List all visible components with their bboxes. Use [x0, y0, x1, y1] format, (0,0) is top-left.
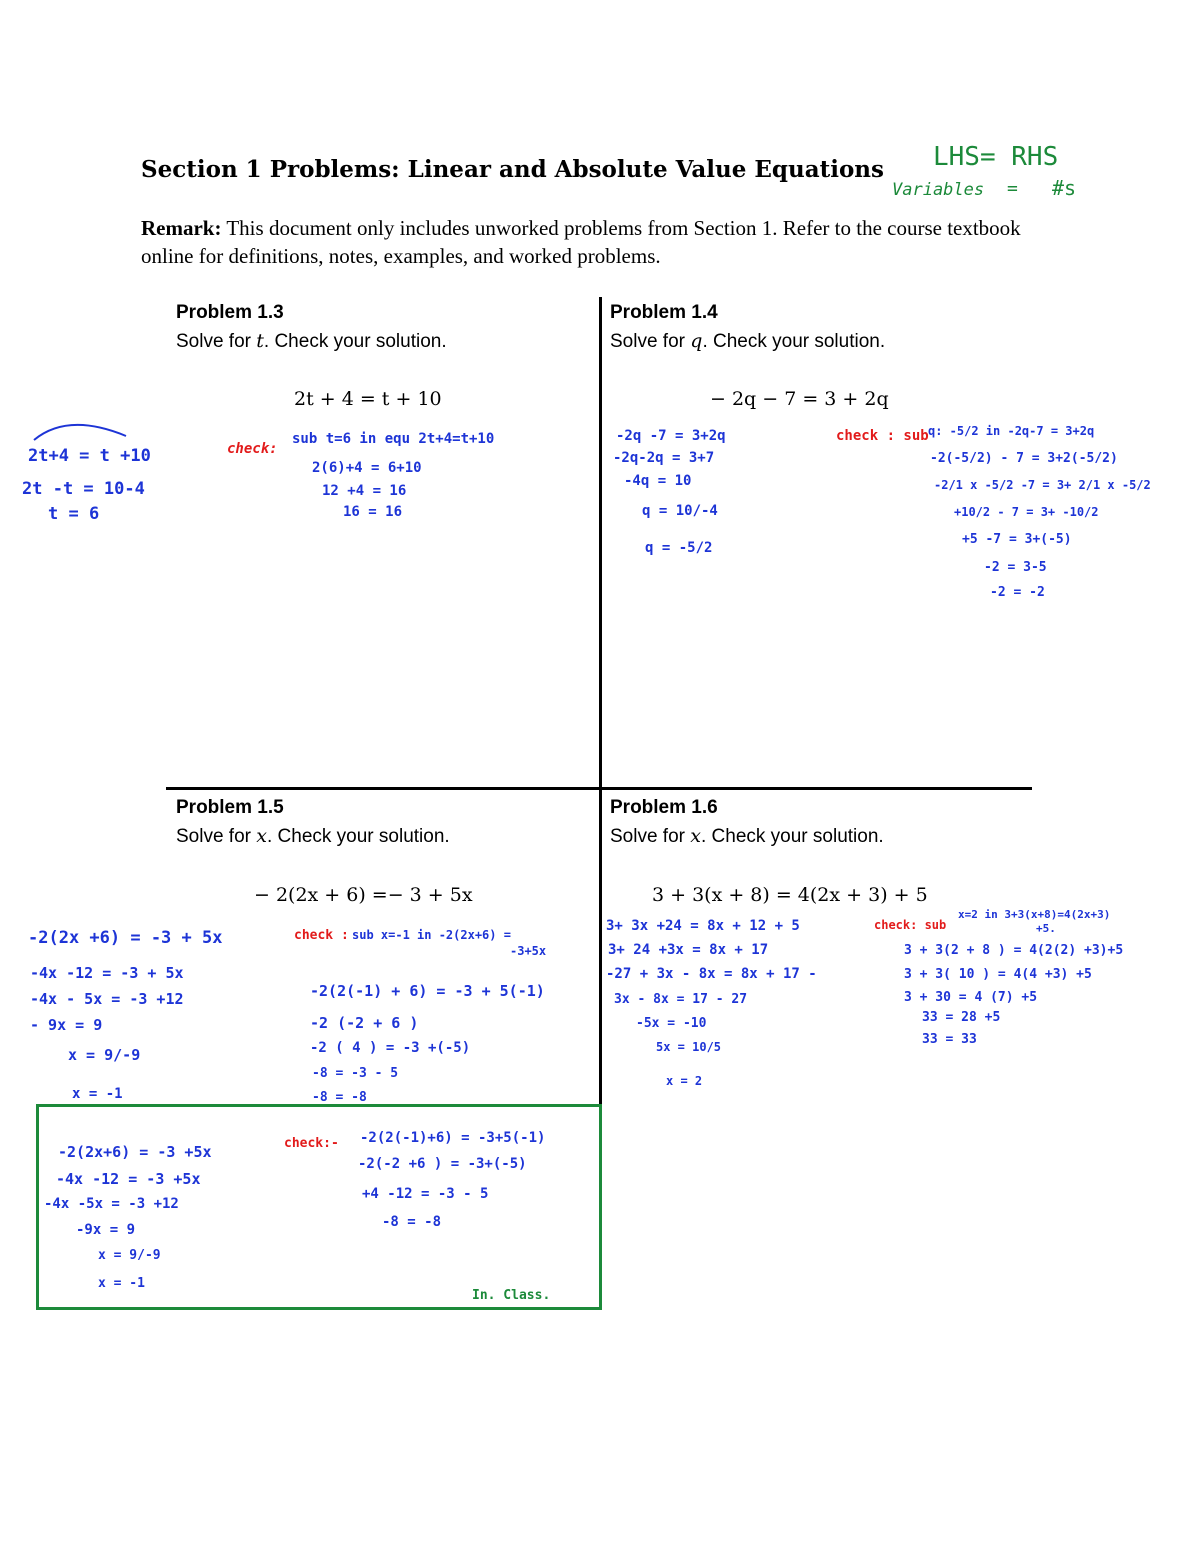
p16-check-line: 3 + 3( 10 ) = 4(4 +3) +5 [904, 967, 1092, 982]
document-title: Section 1 Problems: Linear and Absolute Value Equations [141, 156, 884, 183]
problem-1-4-title: Problem 1.4 [610, 302, 718, 323]
p15-work-line: -4x - 5x = -3 +12 [30, 990, 184, 1008]
horizontal-divider [166, 787, 1032, 790]
p15-check-line: -2 (-2 + 6 ) [310, 1014, 419, 1032]
annotation-lhs-rhs: LHS= RHS [933, 142, 1059, 172]
p16-check-line: 33 = 28 +5 [922, 1010, 1001, 1025]
p15-check-line: -2 ( 4 ) = -3 +(-5) [310, 1040, 471, 1056]
inclass-check-label: check:- [284, 1136, 339, 1151]
in-class-label: In. Class. [472, 1288, 551, 1303]
problem-1-3-title: Problem 1.3 [176, 302, 284, 323]
p15-check-label: check : [294, 928, 349, 943]
p14-work-line: -4q = 10 [624, 473, 692, 489]
p14-check-line: +5 -7 = 3+(-5) [962, 532, 1072, 547]
inclass-work-line: -4x -5x = -3 +12 [44, 1196, 179, 1212]
p15-check-line: -2(2(-1) + 6) = -3 + 5(-1) [310, 982, 545, 1000]
problem-1-4-instruction: Solve for q. Check your solution. [610, 330, 886, 352]
problem-1-3-instruction: Solve for t. Check your solution. [176, 330, 447, 352]
arrow-arc-icon [28, 418, 138, 448]
p15-work-line: - 9x = 9 [30, 1016, 103, 1034]
p15-check-line: sub x=-1 in -2(2x+6) = [352, 928, 511, 942]
problem-1-3-equation: 2t + 4 = t + 10 [294, 388, 442, 410]
problem-1-6-instruction: Solve for x. Check your solution. [610, 825, 884, 847]
p13-check-line: sub t=6 in equ 2t+4=t+10 [292, 431, 495, 447]
annotation-equals: = [1007, 178, 1018, 199]
p14-check-line: -2 = 3-5 [984, 560, 1047, 575]
p14-check-line: -2 = -2 [990, 585, 1045, 600]
p13-check-line: 16 = 16 [343, 504, 403, 520]
p14-work-line: q = 10/-4 [642, 503, 718, 519]
p16-check-line: +5. [1036, 922, 1056, 935]
p13-check-label: check: [227, 441, 278, 457]
p16-check-line: 3 + 3(2 + 8 ) = 4(2(2) +3)+5 [904, 943, 1124, 958]
p16-work-line: 3+ 3x +24 = 8x + 12 + 5 [606, 918, 800, 934]
p14-check-line: -2(-5/2) - 7 = 3+2(-5/2) [930, 451, 1118, 466]
problem-1-6-equation: 3 + 3(x + 8) = 4(2x + 3) + 5 [652, 884, 928, 906]
inclass-work-line: -9x = 9 [76, 1222, 136, 1238]
p14-check-line: q: -5/2 in -2q-7 = 3+2q [928, 424, 1095, 438]
remark-label: Remark: [141, 216, 222, 240]
p15-work-line: -4x -12 = -3 + 5x [30, 964, 184, 982]
p15-check-line: -8 = -3 - 5 [312, 1066, 399, 1081]
p14-check-label: check : sub [836, 428, 929, 444]
problem-1-5-title: Problem 1.5 [176, 797, 284, 818]
problem-1-5-instruction: Solve for x. Check your solution. [176, 825, 450, 847]
p16-check-line: 33 = 33 [922, 1032, 977, 1047]
problem-1-5-equation: − 2(2x + 6) =− 3 + 5x [254, 884, 473, 906]
p16-work-line: -5x = -10 [636, 1016, 707, 1031]
inclass-check-line: -2(-2 +6 ) = -3+(-5) [358, 1156, 527, 1172]
remark-text: This document only includes unworked problems from Section 1. Refer to the course textbook online for definitions, notes, examples, and worked problems. [141, 216, 1021, 268]
inclass-check-line: -8 = -8 [382, 1214, 442, 1230]
inclass-work-line: -2(2x+6) = -3 +5x [58, 1143, 212, 1161]
p15-check-line: -8 = -8 [312, 1090, 367, 1105]
p16-work-line: 5x = 10/5 [656, 1040, 722, 1054]
p16-work-line: x = 2 [666, 1074, 703, 1088]
inclass-work-line: x = -1 [98, 1276, 145, 1291]
p13-work-line: 2t -t = 10-4 [22, 479, 145, 499]
inclass-check-line: -2(2(-1)+6) = -3+5(-1) [360, 1130, 546, 1146]
p14-check-line: -2/1 x -5/2 -7 = 3+ 2/1 x -5/2 [934, 478, 1151, 492]
p15-work-line: -2(2x +6) = -3 + 5x [28, 928, 223, 948]
p16-work-line: 3+ 24 +3x = 8x + 17 [608, 942, 769, 958]
p16-work-line: 3x - 8x = 17 - 27 [614, 992, 748, 1007]
p16-check-label: check: sub [874, 918, 947, 932]
p13-check-line: 12 +4 = 16 [322, 483, 407, 499]
p14-work-line: -2q-2q = 3+7 [613, 450, 715, 466]
inclass-check-line: +4 -12 = -3 - 5 [362, 1186, 489, 1202]
p13-work-line: 2t+4 = t +10 [28, 446, 151, 466]
annotation-numbers: #s [1052, 176, 1077, 200]
inclass-work-line: -4x -12 = -3 +5x [56, 1170, 201, 1188]
p16-work-line: -27 + 3x - 8x = 8x + 17 - [606, 966, 817, 982]
p16-check-line: 3 + 30 = 4 (7) +5 [904, 990, 1038, 1005]
problem-1-6-title: Problem 1.6 [610, 797, 718, 818]
p15-work-line: x = -1 [72, 1086, 123, 1102]
p14-check-line: +10/2 - 7 = 3+ -10/2 [954, 505, 1099, 519]
p15-work-line: x = 9/-9 [68, 1046, 141, 1064]
remark-paragraph [141, 214, 1041, 270]
p16-check-line: x=2 in 3+3(x+8)=4(2x+3) [958, 908, 1111, 921]
annotation-variables: Variables [892, 180, 985, 200]
p14-work-line: q = -5/2 [645, 540, 713, 556]
inclass-work-line: x = 9/-9 [98, 1248, 161, 1263]
p13-check-line: 2(6)+4 = 6+10 [312, 460, 422, 476]
problem-1-4-equation: − 2q − 7 = 3 + 2q [710, 388, 889, 410]
p15-check-line: -3+5x [510, 944, 547, 958]
p14-work-line: -2q -7 = 3+2q [616, 428, 726, 444]
p13-work-line: t = 6 [48, 504, 100, 524]
